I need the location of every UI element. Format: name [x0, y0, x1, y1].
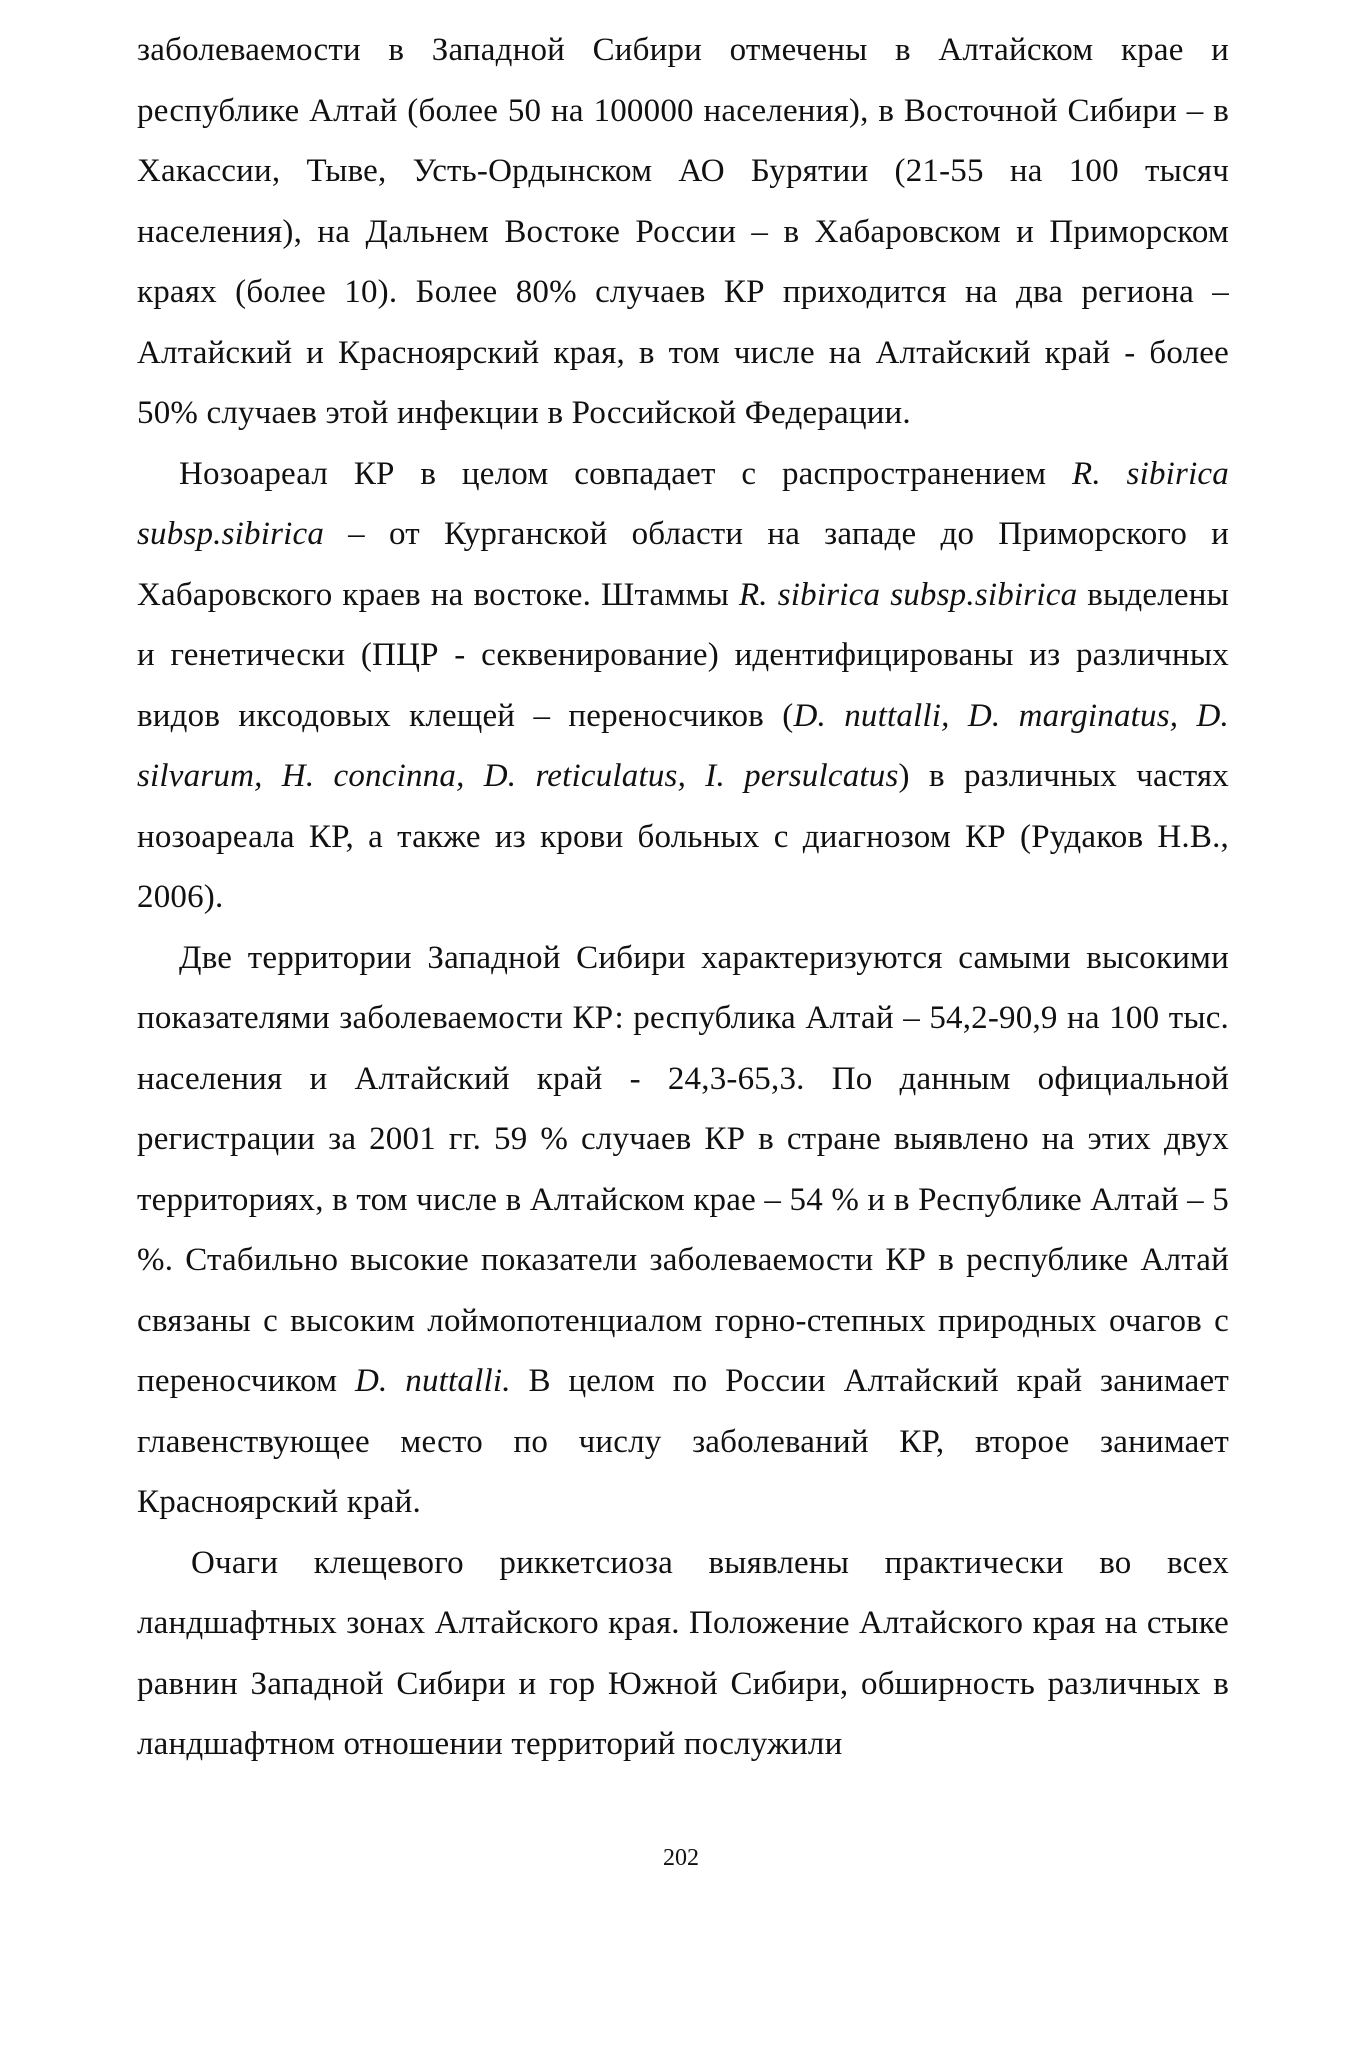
text-segment: – от Курганской области на западе до Приморского и Хабаровского краев на востоке. Штаммы — [137, 516, 1229, 613]
paragraph — [137, 1533, 1229, 1775]
paragraph — [137, 444, 1229, 928]
text-segment: Нозоареал КР в целом совпадает с распространением — [179, 455, 1072, 492]
body-text — [137, 20, 1229, 1775]
italic-text-segment: R. sibirica subsp.sibirica — [137, 455, 1229, 552]
text-segment: ) в различных частях нозоареала КР, а также из крови больных с диагнозом КР (Рудаков Н.В., 2006). — [137, 758, 1229, 915]
text-segment: В целом по России Алтайский край занимает главенствующее место по числу заболеваний КР, второе занимает Красноярский край. — [137, 1363, 1230, 1520]
text-segment: Две территории Западной Сибири характеризуются самыми высокими показателями заболеваемости КР: республика Алтай – 54,2-90,9 на 100 тыс. населения и Алтайский край - 24,3-65,3. По данным официальной регистрации за 2001 гг. 59 % случаев КР в стране выявлено на этих двух территориях, в том числе в Алтайском крае – 54 % и в Республике Алтай – 5 %. Стабильно высокие показатели заболеваемости КР в республике Алтай связаны с высоким лоймопотенциалом горно-степных природных очагов с переносчиком — [137, 939, 1229, 1399]
paragraph — [137, 928, 1229, 1533]
page-number: 202 — [663, 1845, 699, 1871]
text-segment: заболеваемости в Западной Сибири отмечены в Алтайском крае и республике Алтай (более 50 на 100000 населения), в Восточной Сибири – в Хакассии, Тыве, Усть-Ордынском АО Бурятии (21-55 на 100 тысяч населения), на Дальнем Востоке России – в Хабаровском и Приморском краях (более 10). Более 80% случаев КР приходится на два региона – Алтайский и Красноярский края, в том числе на Алтайский край - более 50% случаев этой инфекции в Российской Федерации. — [137, 32, 1229, 431]
italic-text-segment: R. sibirica subsp.sibirica — [738, 576, 1078, 613]
text-segment: Очаги клещевого риккетсиоза выявлены практически во всех ландшафтных зонах Алтайского края. Положение Алтайского края на стыке равнин Западной Сибири и гор Южной Сибири, обширность различных в ландшафтном отношении территорий послужили — [137, 1544, 1229, 1762]
paragraph — [137, 20, 1229, 444]
italic-text-segment: D. nuttalli. — [354, 1363, 511, 1399]
text-segment: выделены и генетически (ПЦР - секвенирование) идентифицированы из различных видов иксодовых клещей – переносчиков ( — [137, 576, 1229, 734]
italic-text-segment: D. nuttalli, D. marginatus, D. silvarum, H. concinna, D. reticulatus, I. persulcatus — [137, 697, 1230, 794]
